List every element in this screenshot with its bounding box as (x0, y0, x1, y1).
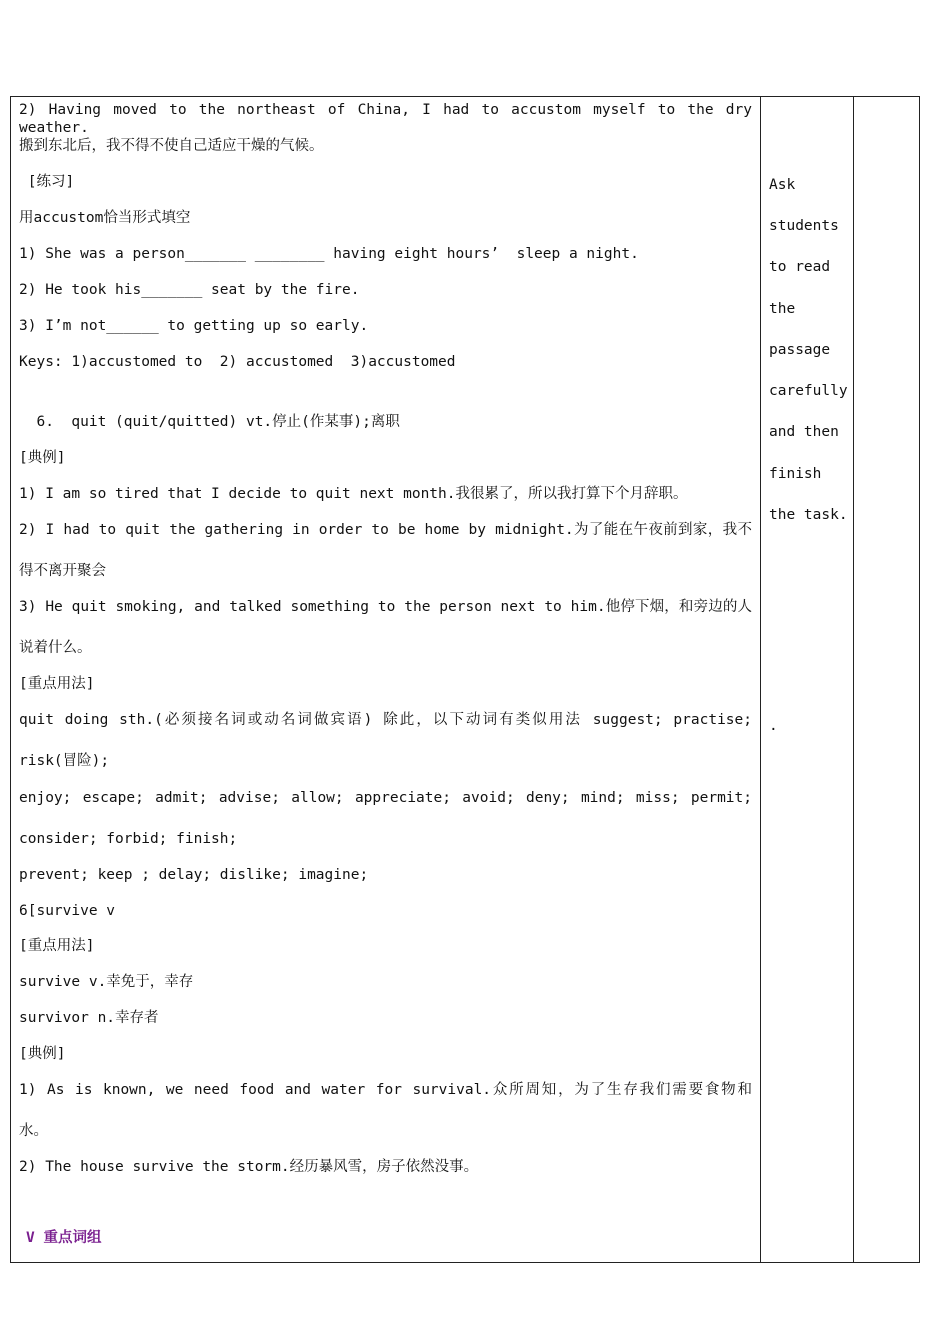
text-line: prevent; keep ; delay; dislike; imagine; (19, 867, 369, 883)
text-line: 6. quit (quit/quitted) vt.停止(作某事);离职 (19, 414, 400, 430)
text-line: 搬到东北后，我不得不使自己适应干燥的气候。 (19, 138, 324, 154)
text-line: 1) I am so tired that I decide to quit next month.我很累了，所以我打算下个月辞职。 (19, 486, 688, 502)
text-line: risk(冒险); (19, 753, 110, 769)
text-line: 1) As is known, we need food and water for survival.众所周知，为了生存我们需要食物和 (19, 1082, 752, 1098)
text-line: 水。 (19, 1123, 48, 1139)
text-line: 1) She was a person_______ ________ having eight hours’ sleep a night. (19, 246, 639, 262)
note-dot: . (769, 718, 778, 734)
text-line: 得不离开聚会 (19, 563, 106, 579)
note-line: Ask (769, 177, 796, 193)
text-line: [典例] (19, 450, 66, 466)
section-heading: V 重点词组 (26, 1230, 102, 1246)
note-line: passage (769, 342, 831, 358)
text-line: enjoy; escape; admit; advise; allow; appreciate; avoid; deny; mind; miss; permit; (19, 790, 752, 806)
note-line: and then (769, 424, 839, 440)
note-line: to read (769, 259, 831, 275)
text-line: 用accustom恰当形式填空 (19, 210, 191, 226)
note-line: finish (769, 466, 822, 482)
text-line: survivor n.幸存者 (19, 1010, 159, 1026)
note-line: the task. (769, 507, 848, 523)
text-line: 3) I’m not______ to getting up so early. (19, 318, 369, 334)
note-line: students (769, 218, 839, 234)
text-line: 3) He quit smoking, and talked something to the person next to him.他停下烟，和旁边的人 (19, 599, 752, 615)
text-line: 说着什么。 (19, 640, 92, 656)
content-column (11, 97, 761, 1262)
note-line: carefully (769, 383, 848, 399)
text-line: [重点用法] (19, 676, 95, 692)
teacher-notes-column (761, 97, 854, 1262)
text-line: [重点用法] (19, 938, 95, 954)
text-line: 2) Having moved to the northeast of China, I had to accustom myself to the dry weather. (19, 102, 752, 136)
text-line: 6[survive v (19, 903, 116, 919)
text-line: Keys: 1)accustomed to 2) accustomed 3)accustomed (19, 354, 456, 370)
text-line: consider; forbid; finish; (19, 831, 238, 847)
text-line: quit doing sth.(必须接名词或动名词做宾语) 除此，以下动词有类似用法 suggest; practise; (19, 712, 752, 728)
empty-column (854, 97, 919, 1262)
text-line: [练习] (19, 174, 75, 190)
text-line: 2) The house survive the storm.经历暴风雪，房子依然没事。 (19, 1159, 479, 1175)
note-line: the (769, 301, 796, 317)
text-line: 2) He took his_______ seat by the fire. (19, 282, 360, 298)
lesson-table (10, 96, 920, 1263)
text-line: survive v.幸免于，幸存 (19, 974, 194, 990)
text-line: 2) I had to quit the gathering in order to be home by midnight.为了能在午夜前到家，我不 (19, 522, 752, 538)
text-line: [典例] (19, 1046, 66, 1062)
